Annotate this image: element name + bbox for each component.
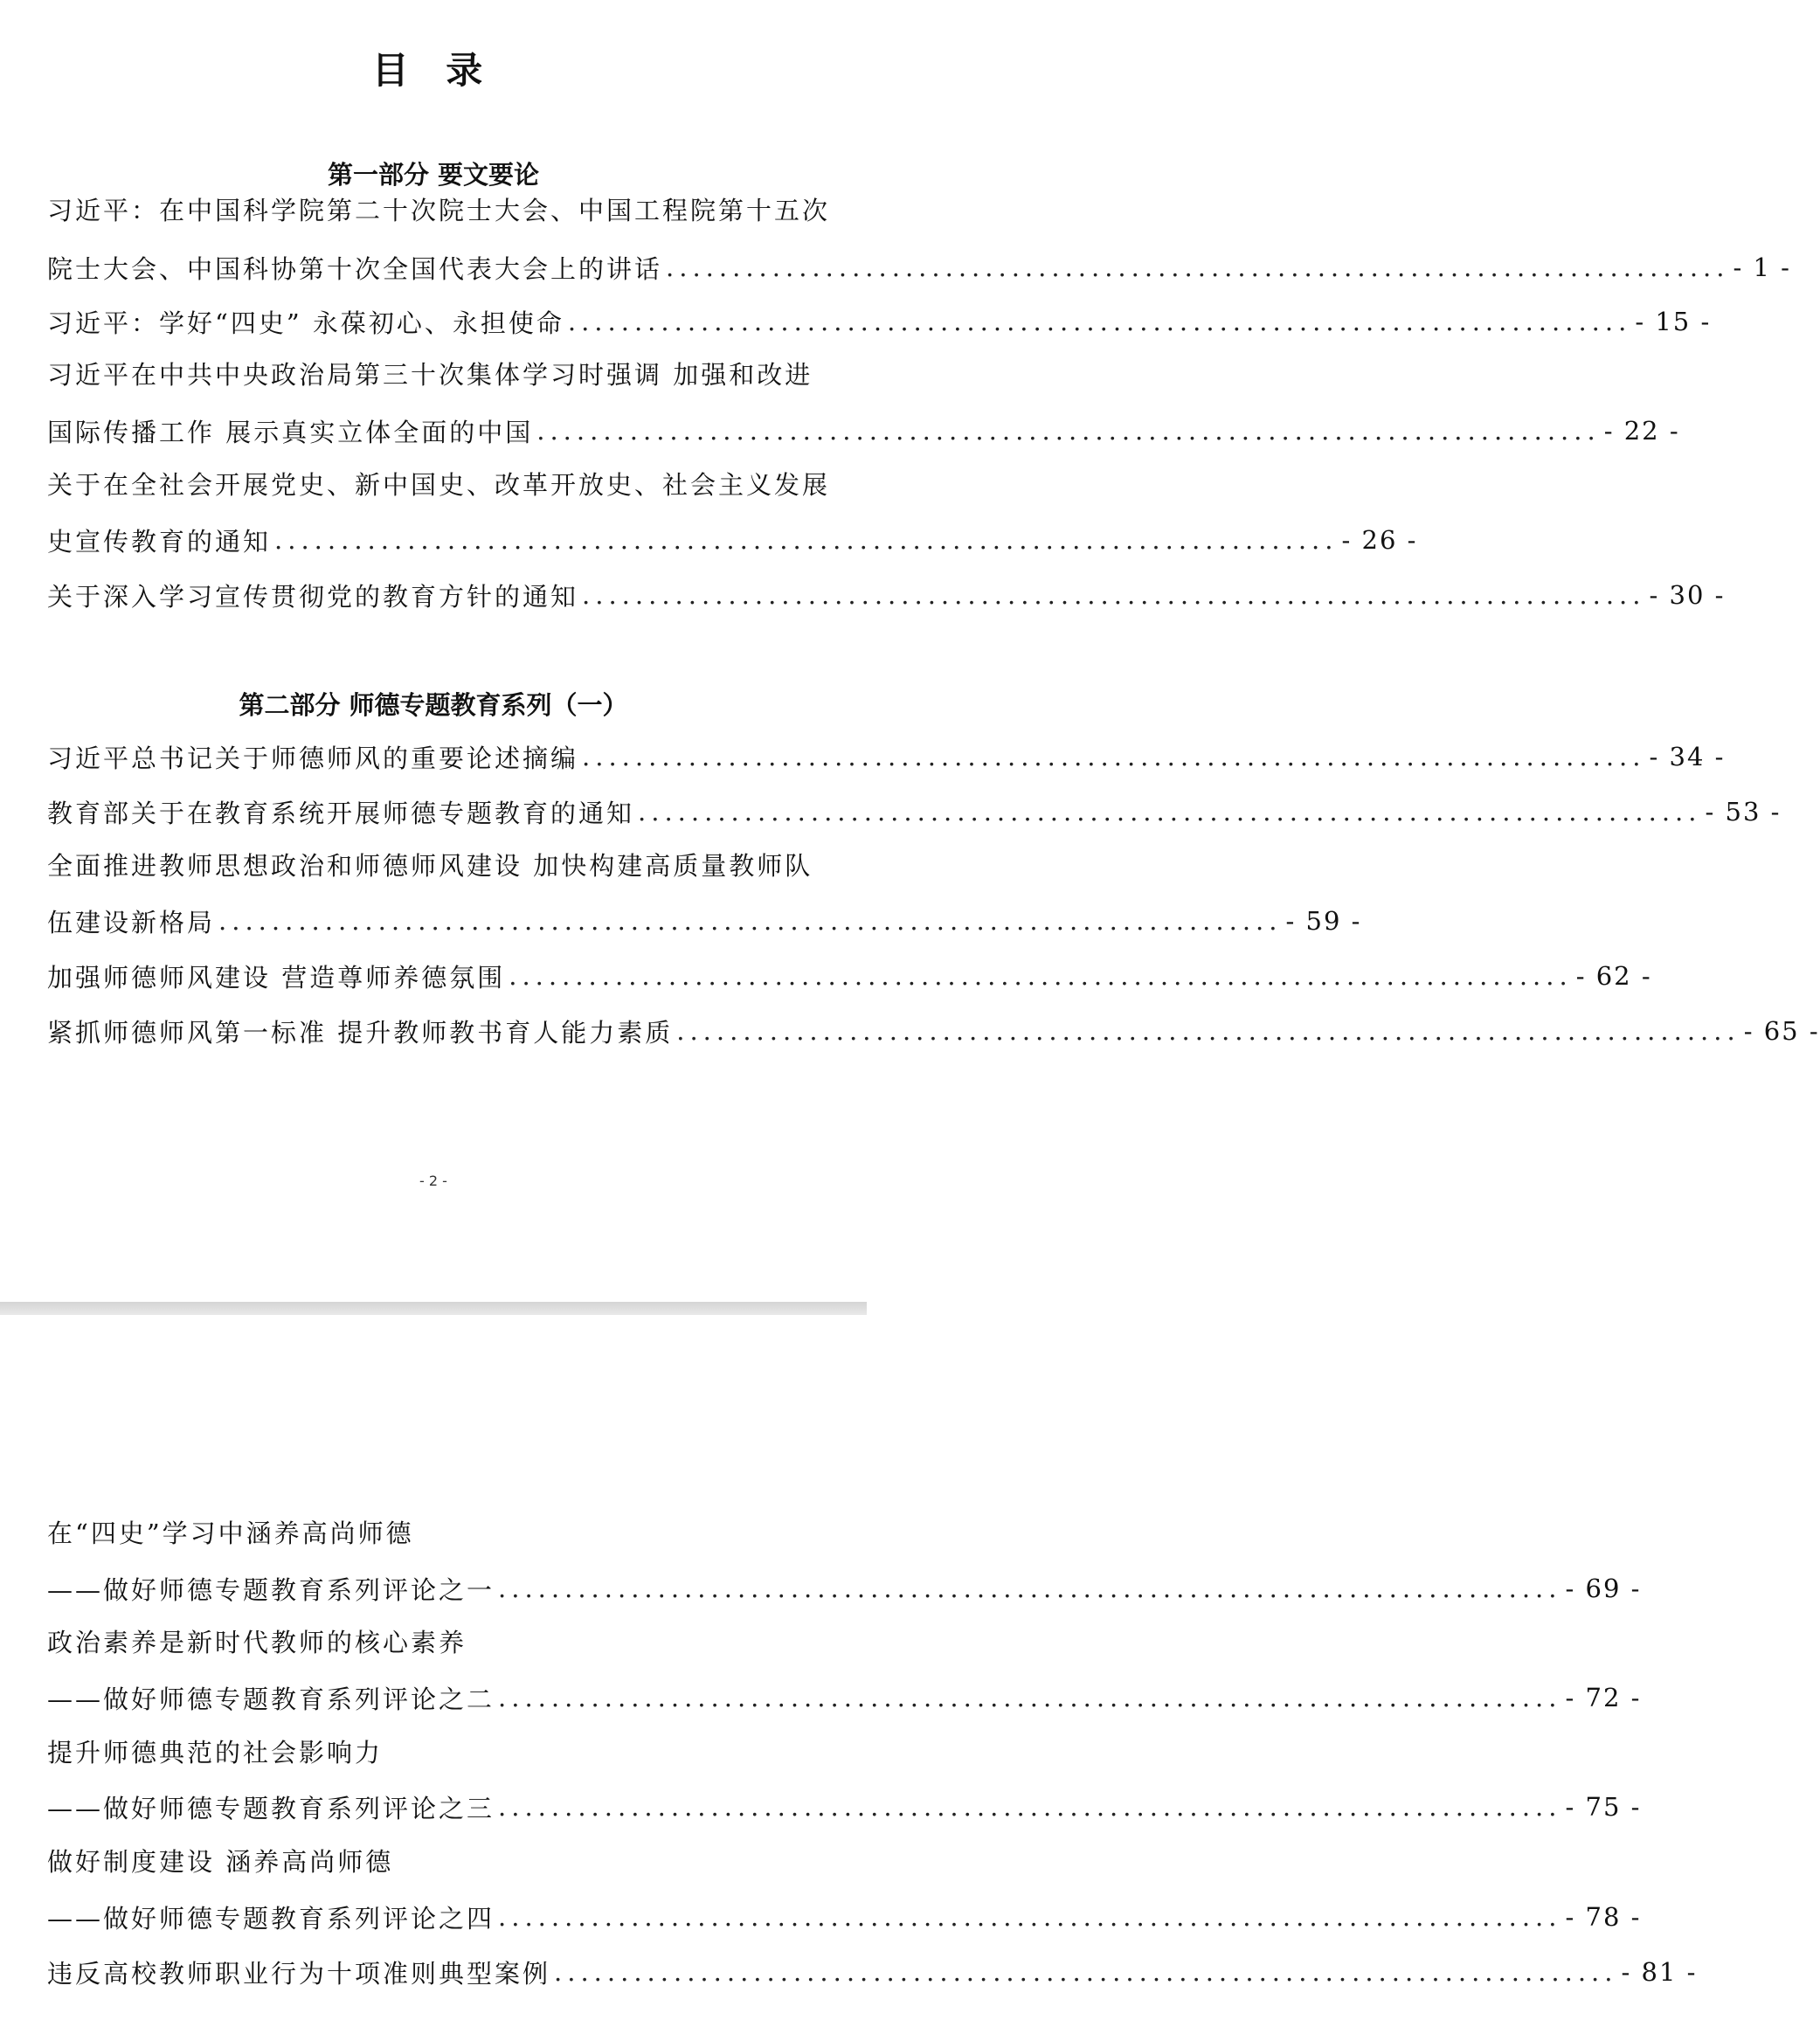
- page-number: - 2 -: [419, 1173, 447, 1189]
- toc-entry-line: 做好制度建设 涵养高尚师德: [47, 1847, 394, 1877]
- page-separator: [0, 1302, 867, 1315]
- part2-heading: 第二部分 师德专题教育系列（一）: [239, 690, 628, 720]
- toc-entry: [47, 1787, 1642, 1827]
- toc-entry: [47, 1678, 1642, 1718]
- toc-entry: [47, 575, 1726, 615]
- toc-entry-title: 伍建设新格局: [47, 907, 216, 937]
- toc-entry-title: 习近平：学好“四史” 永葆初心、永担使命: [47, 308, 564, 338]
- toc-entry-title: 紧抓师德师风第一标准 提升教师教书育人能力素质: [47, 1017, 674, 1048]
- leader-dots: ................................................................................: [498, 1683, 1562, 1712]
- toc-entry: [47, 792, 1782, 832]
- toc-entry-page: - 22 -: [1603, 416, 1680, 446]
- toc-entry-page: - 69 -: [1565, 1574, 1642, 1603]
- toc-entry-line: 政治素养是新时代教师的核心素养: [47, 1628, 467, 1657]
- toc-entry-title: 关于深入学习宣传贯彻党的教育方针的通知: [47, 581, 579, 612]
- leader-dots: ................................................................................: [498, 1574, 1562, 1603]
- toc-entry-page: - 30 -: [1649, 580, 1726, 610]
- toc-entry: [47, 1897, 1642, 1937]
- toc-entry-page: - 26 -: [1341, 525, 1418, 555]
- toc-entry-line: 提升师德典范的社会影响力: [47, 1738, 384, 1768]
- toc-entry-line: 全面推进教师思想政治和师德师风建设 加快构建高质量教师队: [47, 851, 813, 881]
- toc-entry: [47, 301, 1712, 342]
- toc-page-2: [0, 1315, 1698, 2027]
- toc-entry: [47, 1952, 1698, 1992]
- toc-entry-page: - 72 -: [1565, 1683, 1642, 1712]
- toc-entry-title: 习近平总书记关于师德师风的重要论述摘编: [47, 743, 579, 773]
- toc-entry-page: - 53 -: [1705, 797, 1782, 827]
- toc-entry-line: 习近平：在中国科学院第二十次院士大会、中国工程院第十五次: [47, 196, 831, 225]
- page-title: 目 录: [371, 49, 495, 92]
- toc-entry: [47, 520, 1418, 560]
- toc-entry-page: - 78 -: [1565, 1902, 1642, 1932]
- toc-entry: [47, 1568, 1642, 1608]
- toc-entry-line: 关于在全社会开展党史、新中国史、改革开放史、社会主义发展: [47, 470, 831, 500]
- leader-dots: ................................................................................: [218, 906, 1283, 936]
- toc-entry-page: - 81 -: [1621, 1957, 1698, 1987]
- leader-dots: ................................................................................: [498, 1902, 1562, 1932]
- leader-dots: ................................................................................: [666, 253, 1730, 282]
- toc-entry: [47, 1011, 1820, 1051]
- toc-entry-title: 国际传播工作 展示真实立体全面的中国: [47, 417, 534, 447]
- toc-entry-title: 教育部关于在教育系统开展师德专题教育的通知: [47, 798, 635, 828]
- toc-entry: [47, 411, 1680, 451]
- toc-entry-page: - 1 -: [1733, 253, 1791, 282]
- toc-entry-page: - 75 -: [1565, 1792, 1642, 1822]
- toc-entry-title: 院士大会、中国科协第十次全国代表大会上的讲话: [47, 253, 663, 284]
- toc-entry: [47, 901, 1362, 941]
- toc-entry-title: ——做好师德专题教育系列评论之三: [47, 1793, 495, 1823]
- leader-dots: ................................................................................: [582, 742, 1646, 771]
- toc-entry-title: 加强师德师风建设 营造尊师养德氛围: [47, 962, 506, 993]
- leader-dots: ................................................................................: [498, 1792, 1562, 1822]
- leader-dots: ................................................................................: [582, 580, 1646, 610]
- toc-entry-page: - 59 -: [1285, 906, 1362, 936]
- toc-entry-title: 史宣传教育的通知: [47, 526, 272, 557]
- toc-entry: [47, 737, 1726, 777]
- toc-entry-title: 违反高校教师职业行为十项准则典型案例: [47, 1958, 551, 1989]
- toc-entry-title: ——做好师德专题教育系列评论之二: [47, 1684, 495, 1714]
- leader-dots: ................................................................................: [638, 797, 1702, 827]
- toc-entry: [47, 956, 1652, 996]
- toc-entry-line: 在“四史”学习中涵养高尚师德: [47, 1519, 414, 1548]
- leader-dots: ................................................................................: [536, 416, 1601, 446]
- leader-dots: ................................................................................: [676, 1016, 1740, 1046]
- toc-entry-page: - 34 -: [1649, 742, 1726, 771]
- toc-entry-page: - 62 -: [1575, 961, 1652, 991]
- toc-entry-page: - 15 -: [1635, 307, 1712, 336]
- toc-entry: [47, 247, 1791, 287]
- part1-heading: 第一部分 要文要论: [327, 160, 540, 190]
- toc-entry-title: ——做好师德专题教育系列评论之四: [47, 1903, 495, 1934]
- leader-dots: ................................................................................: [567, 307, 1632, 336]
- leader-dots: ................................................................................: [554, 1957, 1618, 1987]
- toc-entry-line: 习近平在中共中央政治局第三十次集体学习时强调 加强和改进: [47, 360, 813, 390]
- leader-dots: ................................................................................: [274, 525, 1339, 555]
- toc-entry-title: ——做好师德专题教育系列评论之一: [47, 1574, 495, 1605]
- leader-dots: ................................................................................: [509, 961, 1573, 991]
- toc-entry-page: - 65 -: [1743, 1016, 1820, 1046]
